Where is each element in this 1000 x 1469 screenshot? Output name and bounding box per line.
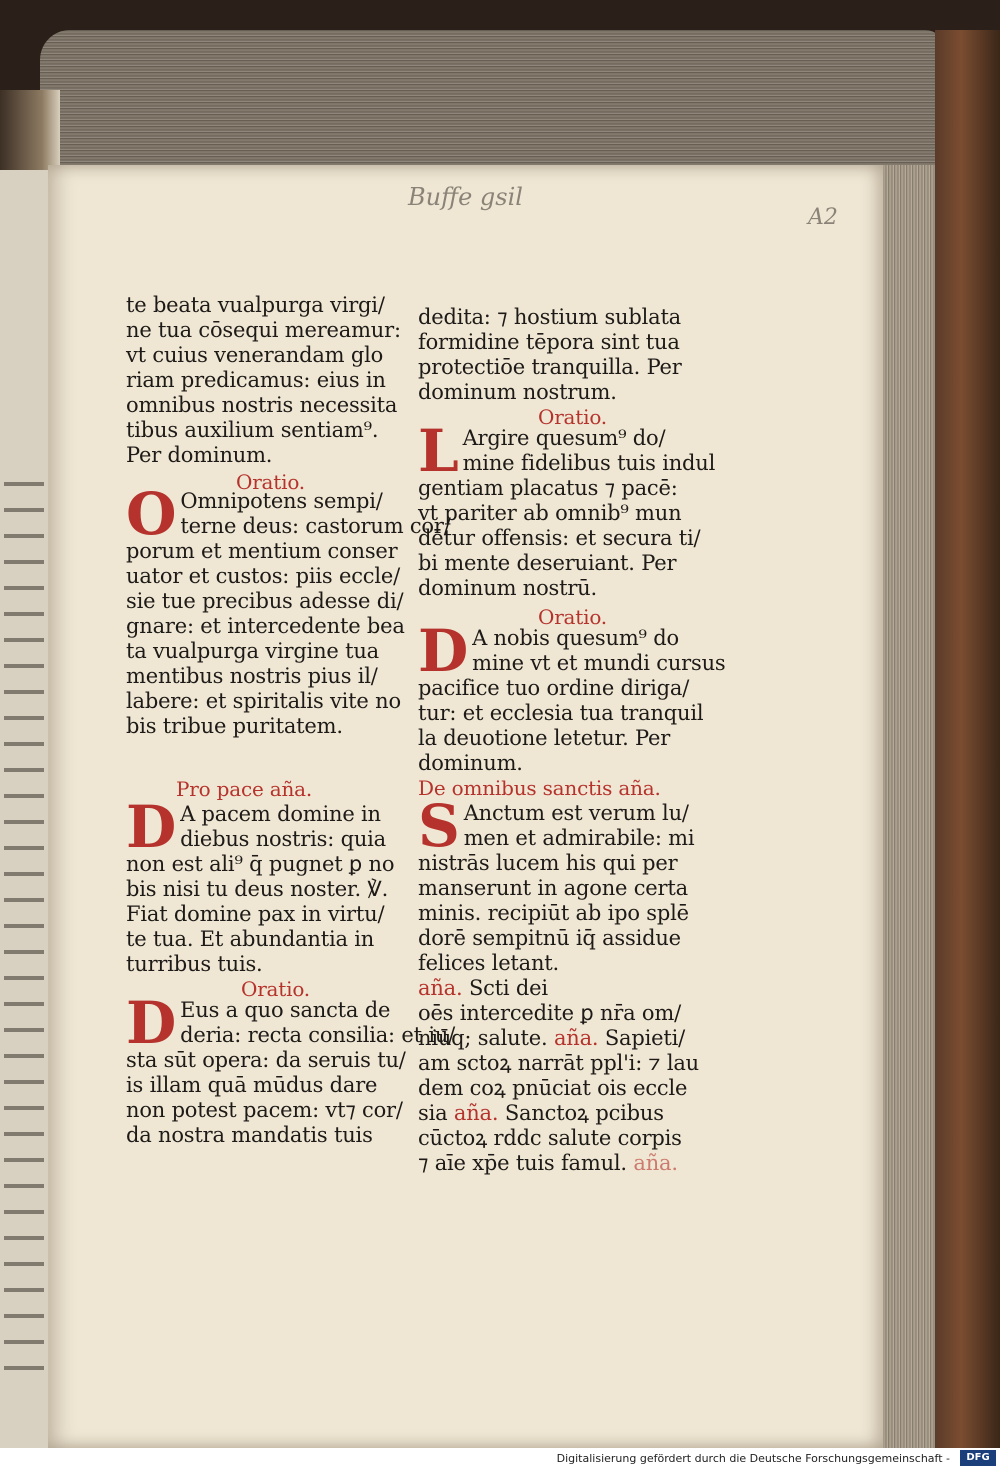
handwritten-note: Buffe gsil — [408, 183, 523, 211]
text-line: ne tua cōsequi mereamur: — [126, 318, 401, 342]
text-line: Scti dei — [468, 976, 548, 1000]
red-initial: D — [418, 617, 469, 685]
text-line: Omnipotens sempi/ — [180, 489, 383, 513]
folio-number: A2 — [808, 205, 838, 230]
text-line: te tua. Et abundantia in — [126, 927, 375, 951]
text-line: bis nisi tu deus noster. ℣. — [126, 877, 389, 901]
text-line: te beata vualpurga virgi/ — [126, 293, 385, 317]
digitization-footer — [0, 1448, 1000, 1469]
dfg-logo: DFG — [960, 1450, 996, 1466]
text-line: dominum nostrū. — [418, 576, 597, 600]
text-line: non est ali⁹ q̄ pugnet ꝑ no — [126, 852, 395, 876]
text-line: bis tribue puritatem. — [126, 714, 343, 738]
page-block-top-edge — [40, 30, 945, 170]
rubric-pro-pace: Pro pace aña. — [176, 777, 313, 801]
text-line: dedita: ⁊ hostium sublata — [418, 305, 682, 329]
text-line: sta sūt opera: da seruis tu/ — [126, 1048, 406, 1072]
text-line: dem coꝝ pnūciat ois eccle — [418, 1076, 688, 1100]
text-line: dominum nostrum. — [418, 380, 617, 404]
book-cover-right — [935, 30, 1000, 1448]
text-line: Fiat domine pax in virtu/ — [126, 902, 385, 926]
text-line: niūq; salute. — [418, 1026, 548, 1050]
text-line: riam predicamus: eius in — [126, 368, 386, 392]
text-line: am sctoꝝ narrāt ppl'i: ⁊ lau — [418, 1051, 699, 1075]
rubric-oratio: Oratio. — [236, 470, 305, 494]
text-line: vt pariter ab omnib⁹ mun — [418, 501, 682, 525]
text-line: dorē sempitnū iq̄ assidue — [418, 926, 681, 950]
red-initial: S — [418, 792, 460, 860]
text-line: men et admirabile: mi — [463, 826, 695, 850]
text-line: vt cuius venerandam glo — [126, 343, 384, 367]
rubric-antiphon: aña. — [418, 976, 463, 1000]
rubric-antiphon: aña. — [633, 1151, 678, 1175]
text-line: Eus a quo sancta de — [180, 998, 391, 1022]
rubric-oratio: Oratio. — [538, 405, 607, 429]
rubric-antiphon: aña. — [453, 1101, 499, 1125]
text-line: manserunt in agone certa — [418, 876, 688, 900]
text-line: felices letant. — [418, 951, 560, 975]
text-line: dominum. — [418, 751, 523, 775]
rubric-oratio: Oratio. — [538, 605, 607, 629]
text-line: mine fidelibus tuis indul — [462, 451, 716, 475]
text-line: diebus nostris: quia — [180, 827, 386, 851]
previous-page-text — [4, 470, 44, 1370]
text-line: labere: et spiritalis vite no — [126, 689, 401, 713]
text-line: gentiam placatus ⁊ pacē: — [418, 476, 678, 500]
text-line: la deuotione letetur. Per — [418, 726, 671, 750]
text-line: protectiōe tranquilla. Per — [418, 355, 682, 379]
text-line: turribus tuis. — [126, 952, 263, 976]
text-line: tibus auxilium sentiam⁹. — [126, 418, 379, 442]
text-line: gnare: et intercedente bea — [126, 614, 405, 638]
text-line: uator et custos: piis eccle/ — [126, 564, 400, 588]
text-line: Sapieti/ — [604, 1026, 685, 1050]
text-line: terne deus: castorum cor/ — [180, 514, 451, 538]
rubric-oratio: Oratio. — [241, 977, 310, 1001]
text-line: sie tue precibus adesse di/ — [126, 589, 404, 613]
text-line: Anctum est verum lu/ — [463, 801, 689, 825]
text-line: sia — [418, 1101, 448, 1125]
rubric-de-omnibus: De omnibus sanctis aña. — [418, 776, 661, 800]
footer-credit: Digitalisierung gefördert durch die Deutsche Forschungsgemeinschaft - — [556, 1452, 950, 1465]
text-line: pacifice tuo ordine diriga/ — [418, 676, 690, 700]
text-line: Per dominum. — [126, 443, 273, 467]
text-line: dētur offensis: et secura ti/ — [418, 526, 701, 550]
text-line: non potest pacem: vt⁊ cor/ — [126, 1098, 403, 1122]
text-line: mine vt et mundi cursus — [472, 651, 726, 675]
text-line: ⁊ aīe xp̄e tuis famul. — [418, 1151, 627, 1175]
text-line: mentibus nostris pius il/ — [126, 664, 378, 688]
text-line: oēs intercedite ꝑ nr̄a om/ — [418, 1001, 681, 1025]
text-line: deria: recta consilia: et iu/ — [180, 1023, 456, 1047]
rubric-antiphon: aña. — [553, 1026, 599, 1050]
text-line: bi mente deseruiant. Per — [418, 551, 677, 575]
previous-page-sliver — [0, 170, 50, 1448]
text-line: porum et mentium conser — [126, 539, 398, 563]
red-initial: O — [126, 480, 177, 548]
text-line: da nostra mandatis tuis — [126, 1123, 373, 1147]
red-initial: L — [418, 417, 459, 485]
text-line: Argire quesum⁹ do/ — [462, 426, 666, 450]
text-line: nistrās lucem his qui per — [418, 851, 678, 875]
right-column — [418, 305, 726, 1176]
text-line: omnibus nostris necessita — [126, 393, 398, 417]
text-line: minis. recipiūt ab ipo splē — [418, 901, 689, 925]
text-line: A pacem domine in — [180, 802, 381, 826]
text-line: A nobis quesum⁹ do — [472, 626, 679, 650]
recto-page — [48, 165, 883, 1448]
text-line: tur: et ecclesia tua tranquil — [418, 701, 704, 725]
text-line: formidine tēpora sint tua — [418, 330, 680, 354]
red-initial: D — [126, 793, 177, 861]
text-line: is illam quā mūdus dare — [126, 1073, 378, 1097]
text-line: ta vualpurga virgine tua — [126, 639, 379, 663]
text-line: Sanctoꝝ pcibus — [504, 1101, 664, 1125]
red-initial: D — [126, 989, 177, 1057]
text-line: cūctoꝝ rddc salute corpis — [418, 1126, 682, 1150]
